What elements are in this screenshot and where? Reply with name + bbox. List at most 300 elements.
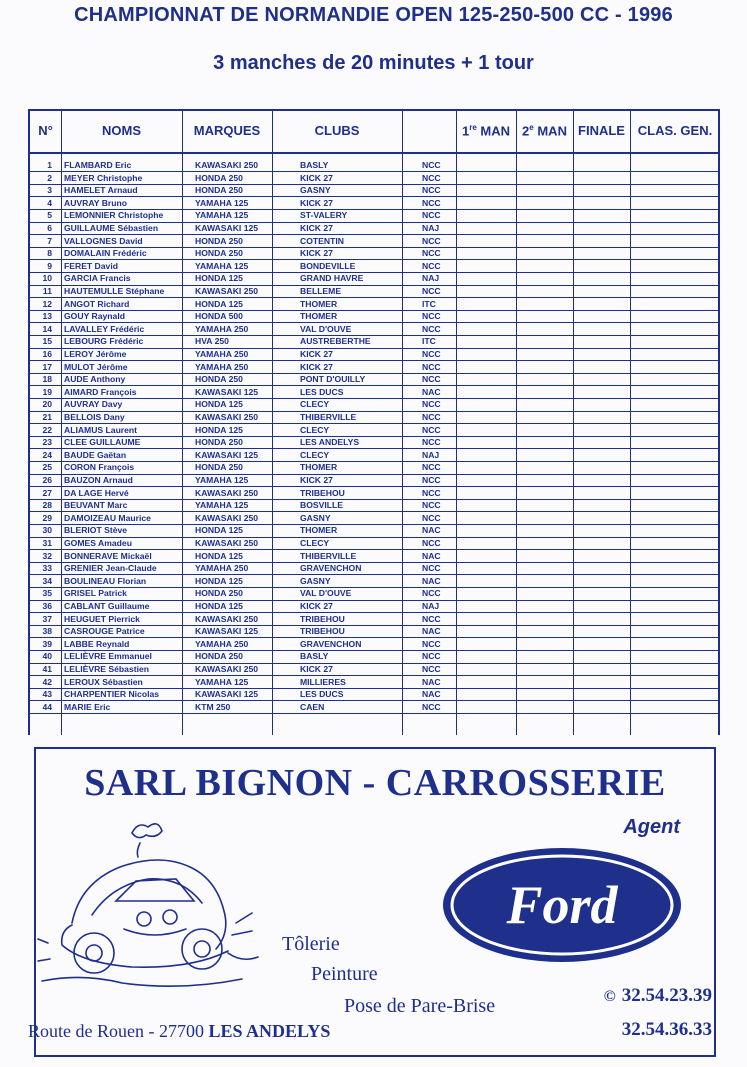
table-row: [30, 449, 718, 462]
row-number: 4: [47, 197, 52, 208]
bike-brand: KAWASAKI 125: [195, 223, 259, 233]
club-name: KICK 27: [300, 172, 333, 183]
table-row: [30, 688, 718, 701]
league-code: ITC: [422, 336, 436, 347]
cartoon-car-icon: [32, 803, 267, 998]
rider-name: GARCIA Francis: [64, 273, 131, 284]
bike-brand: HONDA 500: [195, 311, 243, 322]
bike-brand: KAWASAKI 250: [195, 512, 259, 523]
rider-name: HAUTEMULLE Stéphane: [64, 286, 165, 296]
rider-name: CORON François: [64, 462, 135, 473]
league-code: NAC: [422, 575, 441, 586]
header-manche-1-text: MAN: [476, 123, 510, 139]
rider-name: AUVRAY Davy: [64, 399, 123, 410]
rider-name: VALLOGNES David: [64, 235, 143, 246]
row-number: 43: [42, 689, 52, 700]
row-number: 9: [47, 260, 52, 271]
rider-name: LEBOURG Frédéric: [64, 336, 144, 347]
row-number: 8: [47, 248, 52, 259]
ford-logo: [440, 845, 685, 965]
table-row: [30, 247, 718, 260]
rider-name: BAUZON Arnaud: [64, 475, 133, 485]
bike-brand: HONDA 250: [195, 235, 243, 246]
rider-name: LELIÈVRE Emmanuel: [64, 651, 152, 662]
header-manche-1-num: 1: [461, 123, 470, 139]
table-row: [30, 499, 718, 512]
rider-name: LEROUX Sébastien: [64, 676, 143, 687]
league-code: NAJ: [422, 601, 440, 611]
ad-service-3: Pose de Pare-Brise: [344, 995, 496, 1017]
row-number: 35: [42, 588, 52, 599]
bike-brand: HONDA 125: [195, 525, 243, 536]
bike-brand: HONDA 250: [195, 437, 243, 448]
bike-brand: YAMAHA 125: [195, 676, 249, 687]
league-code: NCC: [422, 588, 441, 599]
bike-brand: HONDA 250: [195, 248, 243, 259]
rider-name: MULOT Jérôme: [64, 361, 128, 372]
row-number: 33: [42, 563, 52, 574]
table-row: [30, 285, 718, 298]
ad-company-name: SARL BIGNON - CARROSSERIE: [84, 762, 666, 804]
table-row: [30, 184, 718, 197]
table-row: [30, 436, 718, 449]
club-name: VAL D'OUVE: [300, 588, 352, 599]
row-number: 11: [42, 286, 52, 296]
table-row: [30, 663, 718, 676]
rider-name: FLAMBARD Eric: [64, 160, 132, 170]
bike-brand: KAWASAKI 250: [195, 412, 259, 422]
table-row: [30, 638, 718, 651]
page-subtitle: 3 manches de 20 minutes + 1 tour: [213, 52, 534, 74]
bike-brand: HONDA 250: [195, 651, 243, 662]
row-number: 1: [47, 160, 52, 170]
bike-brand: YAMAHA 125: [195, 260, 249, 271]
table-row: [30, 335, 718, 348]
bike-brand: HONDA 125: [195, 550, 243, 561]
bike-brand: YAMAHA 250: [195, 323, 249, 334]
bike-brand: KAWASAKI 250: [195, 538, 259, 548]
club-name: CLECY: [300, 449, 330, 460]
league-code: NCC: [422, 701, 441, 712]
row-number: 18: [42, 374, 52, 385]
row-number: 29: [42, 512, 52, 523]
row-number: 34: [42, 575, 52, 586]
club-name: GASNY: [300, 185, 331, 196]
row-number: 10: [42, 273, 52, 284]
bike-brand: HVA 250: [195, 336, 229, 347]
page-title: CHAMPIONNAT DE NORMANDIE OPEN 125-250-500 CC - 1996: [74, 4, 673, 26]
rider-name: ANGOT Richard: [64, 298, 130, 309]
rider-name: CABLANT Guillaume: [64, 601, 150, 611]
bike-brand: KAWASAKI 125: [195, 689, 259, 700]
header-manche-2: [516, 123, 573, 138]
table-row: [30, 512, 718, 525]
table-row: [30, 575, 718, 588]
bike-brand: KAWASAKI 125: [195, 386, 259, 397]
table-row: [30, 411, 718, 424]
bike-brand: KAWASAKI 250: [195, 160, 259, 170]
ad-address: [28, 1021, 330, 1042]
club-name: PONT D'OUILLY: [300, 374, 366, 385]
row-number: 37: [42, 613, 52, 624]
league-code: NAJ: [422, 273, 440, 284]
row-number: 17: [42, 361, 52, 372]
row-number: 2: [47, 172, 52, 183]
league-code: NCC: [422, 487, 441, 498]
club-name: CLECY: [300, 424, 330, 435]
league-code: NCC: [422, 311, 441, 322]
table-row: [30, 676, 718, 689]
table-row: [30, 323, 718, 336]
ford-logo-text: Ford: [506, 875, 618, 935]
league-code: NCC: [422, 260, 441, 271]
ad-phone-1-number: 32.54.23.39: [621, 985, 712, 1006]
league-code: NCC: [422, 323, 441, 334]
table-row: [30, 272, 718, 285]
bike-brand: YAMAHA 125: [195, 210, 249, 221]
bike-brand: HONDA 125: [195, 601, 243, 611]
club-name: CLECY: [300, 538, 330, 548]
league-code: NCC: [422, 235, 441, 246]
rider-name: DA LAGE Hervé: [64, 487, 129, 498]
bike-brand: KAWASAKI 250: [195, 487, 259, 498]
league-code: NCC: [422, 538, 441, 548]
league-code: NCC: [422, 500, 441, 511]
league-code: NCC: [422, 664, 441, 674]
table-row: [30, 701, 718, 714]
entry-list-table: [28, 109, 720, 735]
league-code: NCC: [422, 361, 441, 372]
table-row: [30, 487, 718, 500]
league-code: NAC: [422, 689, 441, 700]
club-name: KICK 27: [300, 664, 333, 674]
row-number: 3: [47, 185, 52, 196]
club-name: THOMER: [300, 298, 338, 309]
club-name: BOSVILLE: [300, 500, 343, 511]
bike-brand: HONDA 125: [195, 399, 243, 410]
league-code: NCC: [422, 563, 441, 574]
table-row: [30, 298, 718, 311]
league-code: NCC: [422, 512, 441, 523]
club-name: LES DUCS: [300, 689, 344, 700]
table-row: [30, 600, 718, 613]
bike-brand: YAMAHA 250: [195, 638, 249, 649]
league-code: NCC: [422, 248, 441, 259]
rider-name: CLEE GUILLAUME: [64, 437, 141, 448]
row-number: 7: [47, 235, 52, 246]
header-clubs: CLUBS: [314, 123, 360, 138]
table-row: [30, 159, 718, 172]
club-name: THOMER: [300, 311, 338, 322]
league-code: NCC: [422, 638, 441, 649]
table-row: [30, 587, 718, 600]
row-number: 22: [42, 424, 52, 435]
ad-service-1: Tôlerie: [282, 933, 340, 955]
row-number: 44: [42, 701, 52, 712]
table-row: [30, 461, 718, 474]
header-manche-1-sup: re: [469, 123, 477, 132]
table-row: [30, 209, 718, 222]
row-number: 38: [42, 626, 52, 637]
bike-brand: YAMAHA 250: [195, 361, 249, 372]
row-rule: [30, 713, 718, 714]
row-number: 31: [42, 538, 52, 548]
bike-brand: HONDA 250: [195, 374, 243, 385]
club-name: ST-VALERY: [300, 210, 348, 221]
ad-phone-1: [604, 985, 712, 1007]
club-name: GRAND HAVRE: [300, 273, 364, 284]
league-code: NCC: [422, 424, 441, 435]
row-number: 24: [42, 449, 52, 460]
header-marques: MARQUES: [193, 123, 261, 138]
club-name: THIBERVILLE: [300, 550, 357, 561]
row-number: 30: [42, 525, 52, 536]
club-name: GASNY: [300, 512, 331, 523]
ad-address-street: Route de Rouen - 27700: [28, 1021, 209, 1041]
rider-name: GRISEL Patrick: [64, 588, 127, 599]
table-row: [30, 398, 718, 411]
rider-name: BELLOIS Dany: [64, 412, 125, 422]
league-code: NCC: [422, 412, 441, 422]
club-name: BELLEME: [300, 286, 342, 296]
table-row: [30, 197, 718, 210]
bike-brand: HONDA 125: [195, 298, 243, 309]
rider-name: HEUGUET Pierrick: [64, 613, 140, 624]
bike-brand: YAMAHA 250: [195, 349, 249, 359]
club-name: TRIBEHOU: [300, 613, 345, 624]
row-number: 28: [42, 500, 52, 511]
bike-brand: HONDA 125: [195, 424, 243, 435]
bike-brand: HONDA 125: [195, 273, 243, 284]
club-name: CAEN: [300, 701, 325, 712]
rider-name: HAMELET Arnaud: [64, 185, 138, 196]
league-code: NCC: [422, 374, 441, 385]
club-name: KICK 27: [300, 197, 333, 208]
table-row: [30, 550, 718, 563]
row-number: 5: [47, 210, 52, 221]
row-number: 6: [47, 223, 52, 233]
league-code: NCC: [422, 651, 441, 662]
club-name: BASLY: [300, 160, 329, 170]
header-manche-2-sup: e: [529, 123, 534, 132]
row-number: 42: [42, 676, 52, 687]
rider-name: BONNERAVE Mickaël: [64, 550, 152, 561]
ad-agent-label: Agent: [623, 816, 680, 838]
bike-brand: HONDA 125: [195, 575, 243, 586]
rider-name: GOMES Amadeu: [64, 538, 132, 548]
rider-name: BAUDE Gaëtan: [64, 449, 127, 460]
club-name: KICK 27: [300, 223, 333, 233]
club-name: LES ANDELYS: [300, 437, 360, 448]
league-code: NAC: [422, 550, 441, 561]
header-clas-gen: CLAS. GEN.: [637, 123, 713, 138]
league-code: NCC: [422, 185, 441, 196]
league-code: NCC: [422, 160, 441, 170]
rider-name: AUDE Anthony: [64, 374, 126, 385]
league-code: NCC: [422, 399, 441, 410]
row-number: 25: [42, 462, 52, 473]
row-number: 41: [42, 664, 52, 674]
table-row: [30, 172, 718, 185]
row-number: 40: [42, 651, 52, 662]
bike-brand: KAWASAKI 250: [195, 664, 259, 674]
table-row: [30, 310, 718, 323]
club-name: GRAVENCHON: [300, 563, 362, 574]
row-number: 14: [42, 323, 52, 334]
league-code: NCC: [422, 437, 441, 448]
bike-brand: YAMAHA 125: [195, 197, 249, 208]
league-code: NAC: [422, 386, 441, 397]
league-code: NCC: [422, 286, 441, 296]
club-name: GASNY: [300, 575, 331, 586]
rider-name: LELIÈVRE Sébastien: [64, 664, 150, 674]
row-number: 36: [42, 601, 52, 611]
rider-name: MEYER Christophe: [64, 172, 143, 183]
club-name: KICK 27: [300, 601, 333, 611]
rider-name: LAVALLEY Frédéric: [64, 323, 145, 334]
table-header: [30, 111, 718, 154]
club-name: KICK 27: [300, 248, 333, 259]
club-name: LES DUCS: [300, 386, 344, 397]
club-name: THIBERVILLE: [300, 412, 357, 422]
header-noms: NOMS: [102, 123, 141, 138]
club-name: KICK 27: [300, 475, 333, 485]
row-number: 39: [42, 638, 52, 649]
rider-name: LEMONNIER Christophe: [64, 210, 164, 221]
rider-name: DAMOIZEAU Maurice: [64, 512, 151, 523]
header-manche-2-num: 2: [522, 123, 530, 139]
club-name: AUSTREBERTHE: [300, 336, 371, 347]
bike-brand: KTM 250: [195, 701, 231, 712]
table-row: [30, 562, 718, 575]
bike-brand: HONDA 250: [195, 185, 243, 196]
rider-name: FERET David: [64, 260, 118, 271]
rider-name: GUILLAUME Sébastien: [64, 223, 159, 233]
club-name: TRIBEHOU: [300, 626, 345, 637]
header-manche-1: [456, 123, 516, 138]
bike-brand: YAMAHA 125: [195, 500, 249, 511]
row-number: 15: [42, 336, 52, 347]
bike-brand: KAWASAKI 250: [195, 613, 259, 624]
rider-name: AIMARD François: [64, 386, 137, 397]
club-name: CLECY: [300, 399, 330, 410]
league-code: NCC: [422, 462, 441, 473]
club-name: THOMER: [300, 525, 338, 536]
ad-service-2: Peinture: [311, 963, 378, 985]
league-code: ITC: [422, 298, 436, 309]
row-number: 32: [42, 550, 52, 561]
table-row: [30, 424, 718, 437]
ad-phone-2: 32.54.36.33: [621, 1019, 712, 1040]
club-name: THOMER: [300, 462, 338, 473]
rider-name: ALIAMUS Laurent: [64, 424, 138, 435]
bike-brand: KAWASAKI 125: [195, 626, 259, 637]
table-row: [30, 260, 718, 273]
club-name: GRAVENCHON: [300, 638, 362, 649]
bike-brand: YAMAHA 250: [195, 563, 249, 574]
rider-name: BEUVANT Marc: [64, 500, 128, 511]
rider-name: LABBE Reynald: [64, 638, 130, 649]
club-name: KICK 27: [300, 361, 333, 372]
ad-address-town: LES ANDELYS: [208, 1021, 331, 1041]
league-code: NAC: [422, 676, 441, 687]
bike-brand: HONDA 250: [195, 172, 243, 183]
header-manche-2-text: MAN: [533, 123, 567, 139]
row-number: 16: [42, 349, 52, 359]
club-name: VAL D'OUVE: [300, 323, 352, 334]
rider-name: CHARPENTIER Nicolas: [64, 689, 160, 700]
club-name: MILLIERES: [300, 676, 346, 687]
league-code: NAJ: [422, 449, 440, 460]
club-name: BONDEVILLE: [300, 260, 356, 271]
league-code: NAJ: [422, 223, 440, 233]
table-row: [30, 361, 718, 374]
table-row: [30, 373, 718, 386]
league-code: NCC: [422, 613, 441, 624]
table-row: [30, 235, 718, 248]
league-code: NCC: [422, 349, 441, 359]
rider-name: CASROUGE Patrice: [64, 626, 145, 637]
club-name: KICK 27: [300, 349, 333, 359]
league-code: NAC: [422, 626, 441, 637]
row-number: 12: [42, 298, 52, 309]
bike-brand: HONDA 250: [195, 588, 243, 599]
table-row: [30, 524, 718, 537]
rider-name: AUVRAY Bruno: [64, 197, 128, 208]
row-number: 26: [42, 475, 52, 485]
rider-name: GRENIER Jean-Claude: [64, 563, 157, 574]
bike-brand: KAWASAKI 250: [195, 286, 259, 296]
rider-name: BOULINEAU Florian: [64, 575, 147, 586]
rider-name: MARIE Eric: [64, 701, 111, 712]
bike-brand: HONDA 250: [195, 462, 243, 473]
table-row: [30, 222, 718, 235]
table-row: [30, 474, 718, 487]
header-num: N°: [38, 123, 53, 138]
club-name: COTENTIN: [300, 235, 344, 246]
table-row: [30, 625, 718, 638]
table-row: [30, 537, 718, 550]
row-number: 27: [42, 487, 52, 498]
table-row: [30, 386, 718, 399]
table-row: [30, 348, 718, 361]
rider-name: GOUY Raynald: [64, 311, 125, 322]
advertisement: [28, 747, 716, 1057]
row-number: 23: [42, 437, 52, 448]
rider-name: LEROY Jérôme: [64, 349, 127, 359]
league-code: NCC: [422, 197, 441, 208]
header-finale: FINALE: [578, 123, 625, 138]
table-row: [30, 613, 718, 626]
row-number: 21: [42, 412, 52, 422]
row-number: 20: [42, 399, 52, 410]
league-code: NCC: [422, 172, 441, 183]
row-number: 19: [42, 386, 52, 397]
rider-name: BLERIOT Stève: [64, 525, 128, 536]
league-code: NAC: [422, 525, 441, 536]
bike-brand: YAMAHA 125: [195, 475, 249, 485]
league-code: NCC: [422, 475, 441, 485]
row-number: 13: [42, 311, 52, 322]
club-name: BASLY: [300, 651, 329, 662]
rider-name: DOMALAIN Frédéric: [64, 248, 147, 259]
table-body: [30, 159, 718, 721]
table-row: [30, 650, 718, 663]
club-name: TRIBEHOU: [300, 487, 345, 498]
bike-brand: KAWASAKI 125: [195, 449, 259, 460]
phone-symbol-icon: ©: [603, 988, 616, 1005]
league-code: NCC: [422, 210, 441, 221]
